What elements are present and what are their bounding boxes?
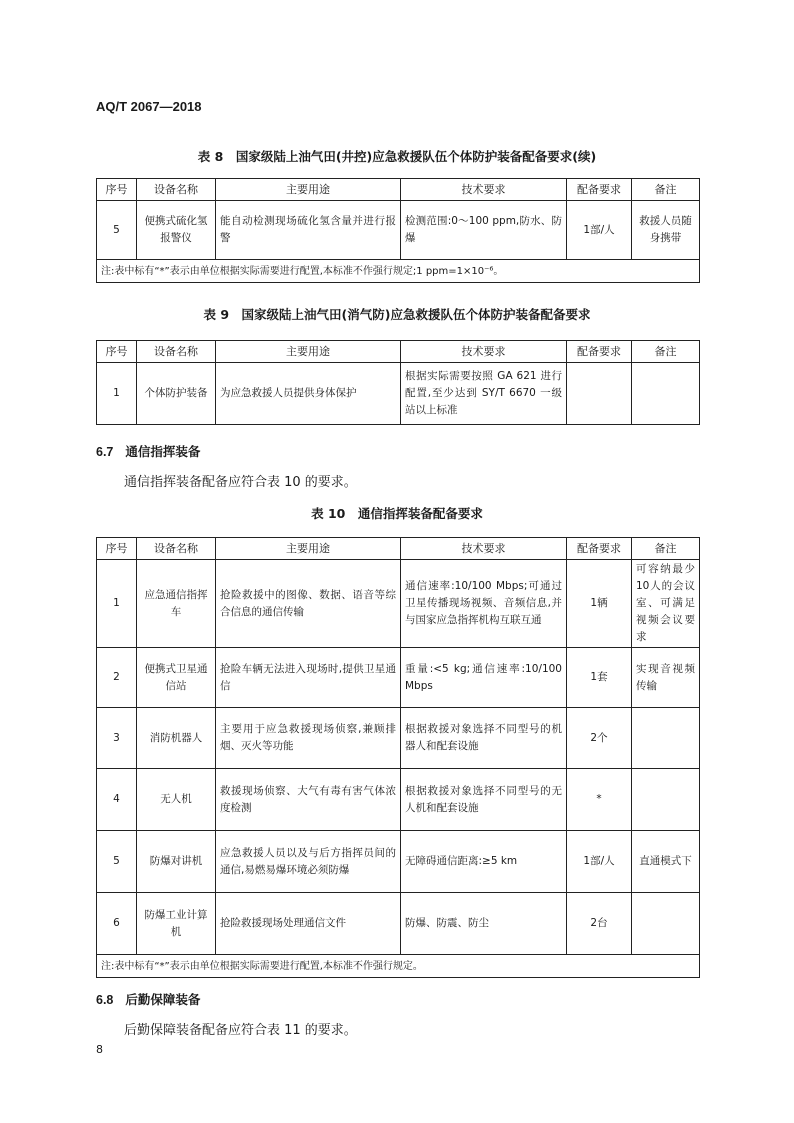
- section-title: 通信指挥装备: [125, 444, 201, 459]
- cell-device: 防爆工业计算机: [137, 893, 216, 955]
- table10-header-row: [97, 538, 700, 560]
- cell-index: 1: [97, 560, 137, 648]
- header-cell: 设备名称: [137, 341, 216, 363]
- cell-device: 应急通信指挥车: [137, 560, 216, 648]
- cell-quantity: 2个: [567, 708, 632, 769]
- table8-note: 注:表中标有“*”表示由单位根据实际需要进行配置,本标准不作强行规定;1 ppm=1×10⁻⁶。: [97, 260, 700, 283]
- cell-device: 便携式卫星通信站: [137, 648, 216, 708]
- table8: [96, 178, 700, 283]
- header-cell: 序号: [97, 538, 137, 560]
- table-row: [97, 708, 700, 769]
- cell-tech: 根据救援对象选择不同型号的无人机和配套设施: [401, 769, 567, 831]
- cell-index: 2: [97, 648, 137, 708]
- header-cell: 主要用途: [216, 179, 401, 201]
- cell-quantity: [567, 363, 632, 425]
- cell-index: 1: [97, 363, 137, 425]
- cell-purpose: 能自动检测现场硫化氢含量并进行报警: [216, 201, 401, 260]
- cell-quantity: 1套: [567, 648, 632, 708]
- header-cell: 技术要求: [401, 341, 567, 363]
- cell-index: 5: [97, 201, 137, 260]
- cell-purpose: 抢险救援中的图像、数据、语音等综合信息的通信传输: [216, 560, 401, 648]
- table9: [96, 340, 700, 425]
- cell-purpose: 主要用于应急救援现场侦察,兼顾排烟、灭火等功能: [216, 708, 401, 769]
- header-cell: 备注: [632, 179, 700, 201]
- section-6-8-paragraph: 后勤保障装备配备应符合表 11 的要求。: [124, 1023, 357, 1038]
- cell-purpose: 为应急救援人员提供身体保护: [216, 363, 401, 425]
- cell-remark: 可容纳最少10人的会议室、可满足视频会议要求: [632, 560, 700, 648]
- cell-remark: 救援人员随身携带: [632, 201, 700, 260]
- section-number: 6.7: [96, 445, 114, 459]
- table9-title: 表 9 国家级陆上油气田(消气防)应急救援队伍个体防护装备配备要求: [203, 307, 591, 322]
- cell-quantity: 1辆: [567, 560, 632, 648]
- table-row: [97, 560, 700, 648]
- table-row: [97, 363, 700, 425]
- header-cell: 序号: [97, 341, 137, 363]
- standard-code: AQ/T 2067—2018: [96, 99, 202, 114]
- cell-device: 便携式硫化氢报警仪: [137, 201, 216, 260]
- section-6-7-paragraph: 通信指挥装备配备应符合表 10 的要求。: [124, 475, 357, 490]
- table-row: [97, 648, 700, 708]
- cell-quantity: 1部/人: [567, 201, 632, 260]
- header-cell: 备注: [632, 538, 700, 560]
- cell-tech: 根据实际需要按照 GA 621 进行配置,至少达到 SY/T 6670 一级站以上标准: [401, 363, 567, 425]
- table9-header-row: [97, 341, 700, 363]
- cell-remark: [632, 769, 700, 831]
- section-title: 后勤保障装备: [125, 992, 201, 1007]
- cell-device: 无人机: [137, 769, 216, 831]
- table-row: [97, 201, 700, 260]
- cell-tech: 无障碍通信距离:≥5 km: [401, 831, 567, 893]
- table10-note: 注:表中标有“*”表示由单位根据实际需要进行配置,本标准不作强行规定。: [97, 955, 700, 978]
- cell-index: 6: [97, 893, 137, 955]
- cell-tech: 根据救援对象选择不同型号的机器人和配套设施: [401, 708, 567, 769]
- cell-index: 5: [97, 831, 137, 893]
- header-cell: 设备名称: [137, 538, 216, 560]
- page-number: 8: [96, 1043, 103, 1056]
- cell-tech: 重量:<5 kg;通信速率:10/100 Mbps: [401, 648, 567, 708]
- cell-quantity: 1部/人: [567, 831, 632, 893]
- cell-remark: [632, 893, 700, 955]
- cell-device: 消防机器人: [137, 708, 216, 769]
- cell-remark: 实现音视频传输: [632, 648, 700, 708]
- header-cell: 技术要求: [401, 538, 567, 560]
- section-6-8-heading: [96, 990, 200, 1008]
- table-row: [97, 893, 700, 955]
- table10-title: 表 10 通信指挥装备配备要求: [311, 506, 483, 521]
- table-row: [97, 831, 700, 893]
- cell-purpose: 抢险车辆无法进入现场时,提供卫星通信: [216, 648, 401, 708]
- cell-device: 个体防护装备: [137, 363, 216, 425]
- cell-tech: 防爆、防震、防尘: [401, 893, 567, 955]
- cell-remark: [632, 708, 700, 769]
- cell-purpose: 救援现场侦察、大气有毒有害气体浓度检测: [216, 769, 401, 831]
- header-cell: 配备要求: [567, 538, 632, 560]
- header-cell: 技术要求: [401, 179, 567, 201]
- header-cell: 设备名称: [137, 179, 216, 201]
- section-number: 6.8: [96, 993, 114, 1007]
- header-cell: 备注: [632, 341, 700, 363]
- table10-note-row: [97, 955, 700, 978]
- header-cell: 配备要求: [567, 341, 632, 363]
- header-cell: 配备要求: [567, 179, 632, 201]
- cell-index: 3: [97, 708, 137, 769]
- cell-tech: 通信速率:10/100 Mbps;可通过卫星传播现场视频、音频信息,并与国家应急指挥机构互联互通: [401, 560, 567, 648]
- cell-remark: [632, 363, 700, 425]
- header-cell: 主要用途: [216, 538, 401, 560]
- table8-note-row: [97, 260, 700, 283]
- header-cell: 序号: [97, 179, 137, 201]
- table8-header-row: [97, 179, 700, 201]
- cell-device: 防爆对讲机: [137, 831, 216, 893]
- table-row: [97, 769, 700, 831]
- section-6-7-heading: [96, 442, 200, 460]
- cell-quantity: *: [567, 769, 632, 831]
- cell-purpose: 抢险救援现场处理通信文件: [216, 893, 401, 955]
- cell-quantity: 2台: [567, 893, 632, 955]
- cell-tech: 检测范围:0～100 ppm,防水、防爆: [401, 201, 567, 260]
- table8-title: 表 8 国家级陆上油气田(井控)应急救援队伍个体防护装备配备要求(续): [197, 149, 597, 164]
- table10: [96, 537, 700, 978]
- cell-remark: 直通模式下: [632, 831, 700, 893]
- cell-index: 4: [97, 769, 137, 831]
- cell-purpose: 应急救援人员以及与后方指挥员间的通信,易燃易爆环境必须防爆: [216, 831, 401, 893]
- header-cell: 主要用途: [216, 341, 401, 363]
